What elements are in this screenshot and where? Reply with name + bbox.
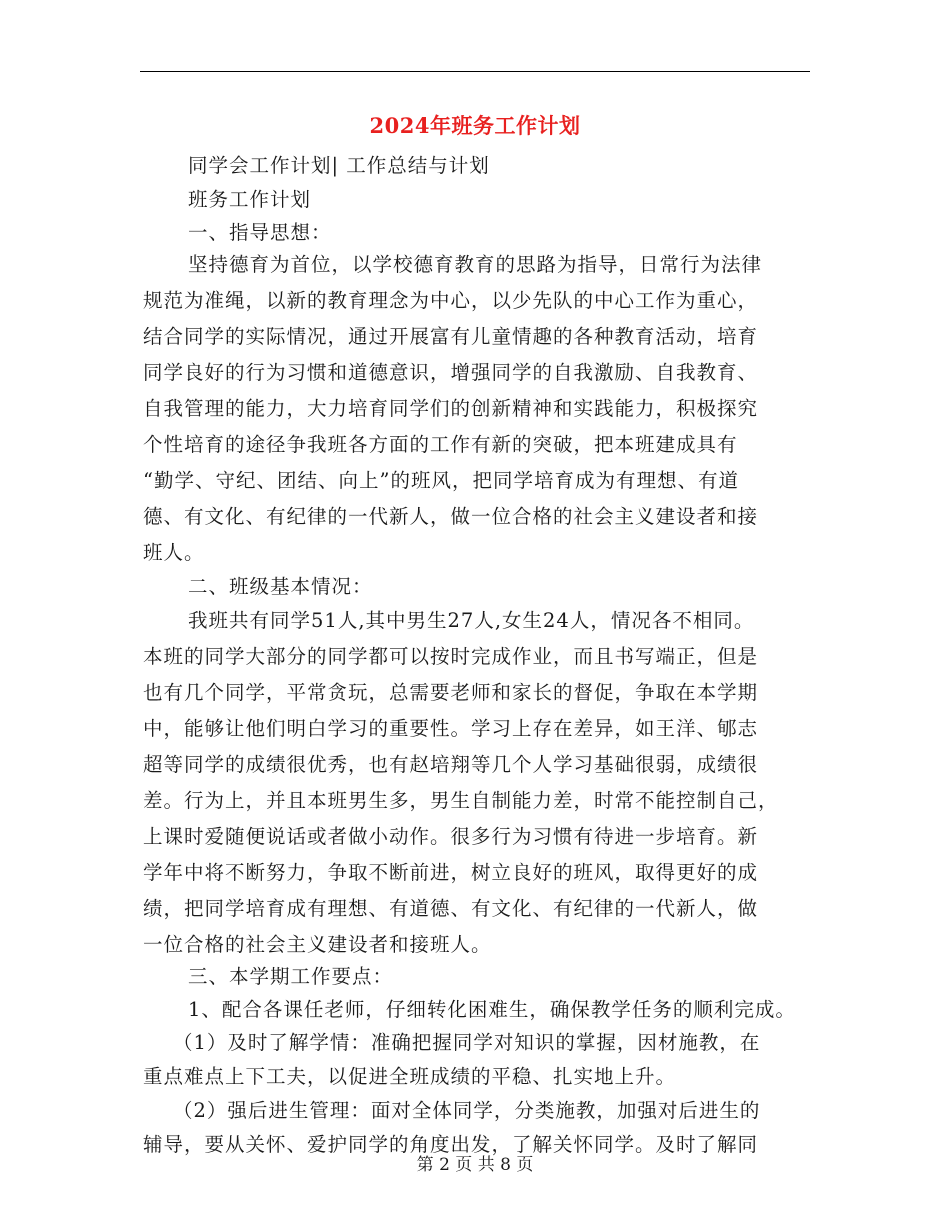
paragraph-line: 同学良好的行为习惯和道德意识，增强同学的自我激励、自我教育、 [143, 361, 759, 384]
paragraph-line: 绩，把同学培育成有理想、有道德、有文化、有纪律的一代新人，做 [143, 897, 759, 920]
paragraph-line: 一位合格的社会主义建设者和接班人。 [143, 933, 492, 956]
section-heading: 二、班级基本情况： [188, 575, 373, 598]
paragraph-line: 个性培育的途径争我班各方面的工作有新的突破，把本班建成具有 [143, 433, 738, 456]
paragraph-line: 规范为准绳，以新的教育理念为中心，以少先队的中心工作为重心， [143, 289, 759, 312]
list-item: （1）及时了解学情：准确把握同学对知识的掌握，因材施教，在 [173, 1031, 761, 1054]
paragraph-line: 德、有文化、有纪律的一代新人，做一位合格的社会主义建设者和接 [143, 505, 759, 528]
paragraph-line: 超等同学的成绩很优秀，也有赵培翔等几个人学习基础很弱，成绩很 [143, 753, 759, 776]
section-heading: 一、指导思想： [188, 221, 332, 244]
paragraph-line: 坚持德育为首位，以学校德育教育的思路为指导，日常行为法律 [188, 253, 763, 276]
paragraph-line: 也有几个同学，平常贪玩，总需要老师和家长的督促，争取在本学期 [143, 681, 759, 704]
paragraph-line: 差。行为上，并且本班男生多，男生自制能力差，时常不能控制自己， [143, 789, 779, 812]
paragraph-line: 辅导，要从关怀、爱护同学的角度出发，了解关怀同学。及时了解同 [143, 1133, 759, 1156]
section-heading: 三、本学期工作要点： [188, 965, 394, 988]
document-title: 2024年班务工作计划 [369, 113, 581, 138]
page-number-footer: 第 2 页 共 8 页 [416, 1155, 534, 1175]
paragraph-line: 本班的同学大部分的同学都可以按时完成作业，而且书写端正，但是 [143, 645, 759, 668]
paragraph-line: “勤学、守纪、团结、向上”的班风，把同学培育成为有理想、有道 [143, 469, 739, 492]
paragraph-line: 重点难点上下工夫，以促进全班成绩的平稳、扎实地上升。 [143, 1065, 677, 1088]
list-item: 1、配合各课任老师，仔细转化困难生，确保教学任务的顺利完成。 [188, 998, 796, 1021]
paragraph-line: 中，能够让他们明白学习的重要性。学习上存在差异，如王洋、郇志 [143, 717, 759, 740]
paragraph-line: 上课时爱随便说话或者做小动作。很多行为习惯有待进一步培育。新 [143, 825, 759, 848]
paragraph-line: 学年中将不断努力，争取不断前进，树立良好的班风，取得更好的成 [143, 861, 759, 884]
paragraph-line: 结合同学的实际情况，通过开展富有儿童情趣的各种教育活动，培育 [143, 325, 759, 348]
header-rule [140, 71, 810, 72]
paragraph-line: 班人。 [143, 541, 205, 564]
text-line: 班务工作计划 [188, 188, 312, 211]
text-line: 同学会工作计划| 工作总结与计划 [188, 154, 490, 177]
paragraph-line: 自我管理的能力，大力培育同学们的创新精神和实践能力，积极探究 [143, 397, 759, 420]
list-item: （2）强后进生管理：面对全体同学，分类施教，加强对后进生的 [173, 1099, 761, 1122]
paragraph-line: 我班共有同学51人,其中男生27人,女生24人，情况各不相同。 [188, 609, 755, 632]
